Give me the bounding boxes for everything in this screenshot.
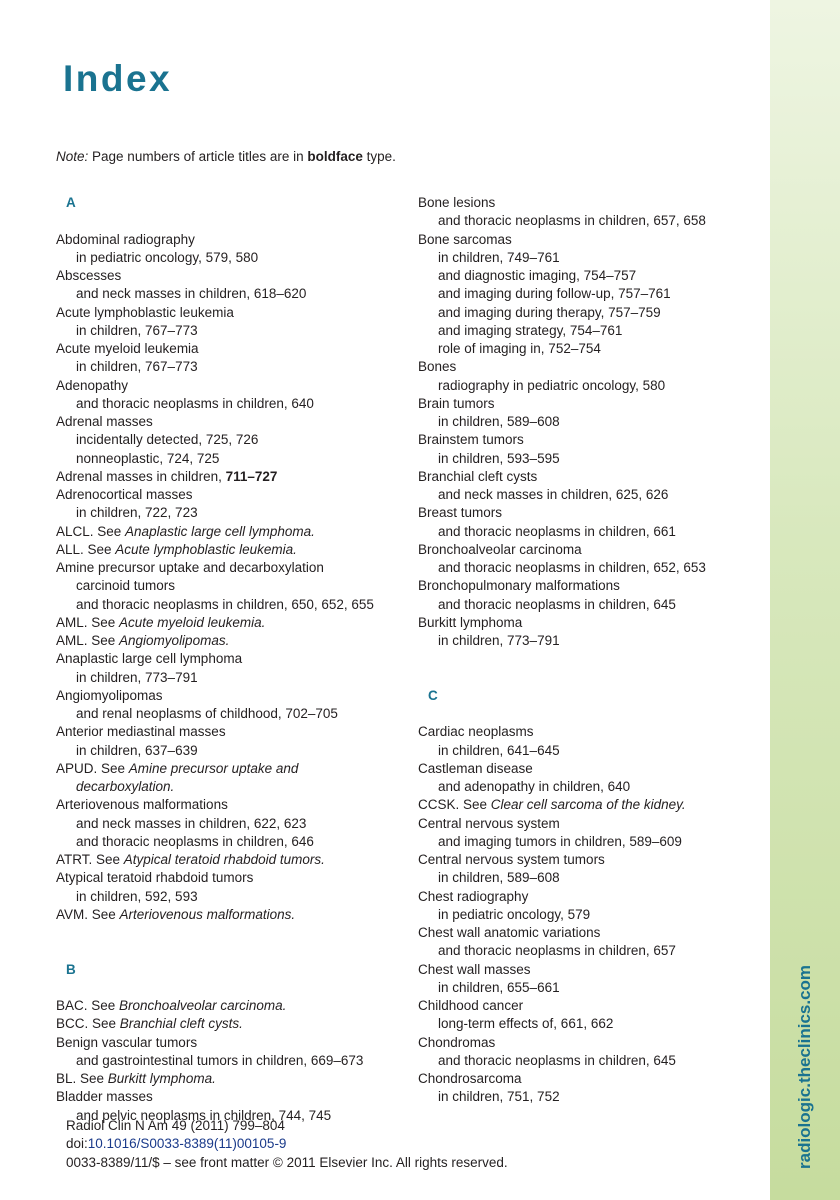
index-entry: Anaplastic large cell lymphoma	[56, 651, 243, 667]
index-entry: ATRT. See Atypical teratoid rhabdoid tumors.	[56, 852, 325, 867]
index-entry: Bladder masses	[56, 1089, 153, 1105]
index-subentry: in children, 773–791	[76, 669, 198, 685]
section-letter-c: C	[428, 687, 438, 703]
index-subentry: and thoracic neoplasms in children, 657, 658	[438, 213, 706, 229]
index-entry: Adrenal masses	[56, 414, 153, 429]
see-reference: Acute lymphoblastic leukemia.	[115, 541, 297, 557]
index-subentry: and neck masses in children, 622, 623	[76, 815, 307, 831]
see-reference: Branchial cleft cysts.	[119, 1016, 243, 1032]
see-reference: Clear cell sarcoma of the kidney.	[490, 797, 686, 813]
index-entry: Abscesses	[56, 268, 122, 283]
see-reference: Amine precursor uptake and	[128, 760, 299, 776]
see-reference: Anaplastic large cell lymphoma.	[125, 523, 315, 539]
index-subentry: in children, 767–773	[76, 322, 198, 338]
index-entry-continuation	[56, 778, 401, 796]
note-text-end: type.	[362, 149, 396, 164]
index-entry: Benign vascular tumors	[56, 1034, 198, 1050]
index-subentry: and thoracic neoplasms in children, 652, 653	[438, 560, 706, 575]
index-entry: ALL. See Acute lymphoblastic leukemia.	[56, 541, 297, 557]
index-subentry: and thoracic neoplasms in children, 645	[438, 1052, 676, 1068]
index-entry: APUD. See Amine precursor uptake and	[56, 760, 299, 776]
index-entry: Adenopathy	[56, 377, 129, 393]
index-entry: Chondromas	[418, 1034, 496, 1050]
index-entry: Bone lesions	[418, 195, 496, 210]
index-entry: BL. See Burkitt lymphoma.	[56, 1071, 216, 1086]
journal-url[interactable]: radiologic.theclinics.com	[795, 964, 814, 1170]
copyright: 0033-8389/11/$ – see front matter © 2011 Elsevier Inc. All rights reserved.	[66, 1154, 508, 1170]
index-entry: Branchial cleft cysts	[418, 468, 538, 484]
index-subentry: in children, 767–773	[76, 359, 198, 375]
doi-link[interactable]: 10.1016/S0033-8389(11)00105-9	[87, 1136, 287, 1152]
note-text: Page numbers of article titles are in	[88, 149, 308, 164]
index-subentry: and thoracic neoplasms in children, 645	[438, 596, 676, 612]
index-entry: Breast tumors	[418, 505, 503, 521]
index-subentry: in children, 592, 593	[76, 888, 198, 904]
index-entry: Castleman disease	[418, 760, 533, 776]
index-subentry: and thoracic neoplasms in children, 650, 652, 655	[76, 596, 374, 612]
index-subentry: and pelvic neoplasms in children, 744, 745	[76, 1107, 332, 1123]
index-entry: Chondrosarcoma	[418, 1071, 522, 1086]
index-subentry: and thoracic neoplasms in children, 640	[76, 395, 314, 411]
index-subentry: in children, 773–791	[438, 633, 560, 648]
index-subentry: and imaging strategy, 754–761	[438, 322, 623, 338]
see-reference: Acute myeloid leukemia.	[119, 614, 266, 630]
citation: Radiol Clin N Am 49 (2011) 799–804	[66, 1118, 285, 1133]
footer	[66, 1117, 508, 1172]
index-subentry: in pediatric oncology, 579	[438, 906, 591, 922]
index-subentry: incidentally detected, 725, 726	[76, 432, 259, 448]
index-entry: Angiomyolipomas	[56, 687, 163, 703]
index-subentry: in children, 593–595	[438, 450, 560, 466]
index-entry: Central nervous system tumors	[418, 852, 605, 867]
index-subentry: in children, 637–639	[76, 742, 198, 758]
index-subentry: in children, 655–661	[438, 979, 560, 995]
index-subentry: in children, 589–608	[438, 414, 560, 429]
index-entry: Acute lymphoblastic leukemia	[56, 304, 234, 320]
doi-line	[66, 1135, 508, 1153]
see-reference: Burkitt lymphoma.	[107, 1071, 216, 1086]
index-entry: Adrenal masses in children, 711–727	[56, 468, 278, 484]
index-entry: Adrenocortical masses	[56, 487, 193, 502]
doi-prefix: doi:	[66, 1136, 88, 1152]
index-subentry: and neck masses in children, 618–620	[76, 286, 307, 302]
index-subentry: in children, 751, 752	[438, 1089, 560, 1105]
index-column-right	[418, 194, 763, 1107]
index-entry: ALCL. See Anaplastic large cell lymphoma.	[56, 523, 315, 539]
index-entry: Cardiac neoplasms	[418, 724, 534, 740]
see-reference: Atypical teratoid rhabdoid tumors.	[123, 852, 325, 867]
note-bold: boldface	[307, 149, 363, 164]
section-letter-a: A	[66, 195, 76, 210]
index-subentry: and thoracic neoplasms in children, 657	[438, 943, 676, 959]
index-entry: BAC. See Bronchoalveolar carcinoma.	[56, 998, 287, 1013]
index-column-left	[56, 194, 401, 1125]
index-entry: Burkitt lymphoma	[418, 614, 523, 630]
index-subentry: in children, 749–761	[438, 249, 560, 265]
note	[56, 148, 396, 166]
index-entry: Atypical teratoid rhabdoid tumors	[56, 870, 254, 886]
index-subentry: in children, 589–608	[438, 870, 560, 886]
index-entry: Brainstem tumors	[418, 432, 524, 448]
index-entry: Chest wall anatomic variations	[418, 925, 601, 940]
section-letter-b: B	[66, 961, 76, 977]
index-entry: Bones	[418, 359, 457, 375]
index-entry: Childhood cancer	[418, 998, 524, 1013]
index-subentry: in children, 722, 723	[76, 505, 198, 521]
index-entry: Central nervous system	[418, 815, 560, 831]
see-reference: Arteriovenous malformations.	[119, 906, 296, 922]
index-entry: AML. See Angiomyolipomas.	[56, 633, 230, 648]
see-reference: Bronchoalveolar carcinoma.	[119, 998, 287, 1013]
index-subentry: and imaging tumors in children, 589–609	[438, 833, 682, 849]
article-title-pages: 711–727	[225, 468, 278, 484]
index-entry: AVM. See Arteriovenous malformations.	[56, 906, 296, 922]
index-subentry: and gastrointestinal tumors in children, 669–673	[76, 1052, 364, 1068]
index-subentry: radiography in pediatric oncology, 580	[438, 377, 666, 393]
index-entry: CCSK. See Clear cell sarcoma of the kidney.	[418, 797, 686, 813]
index-subentry: and thoracic neoplasms in children, 646	[76, 833, 314, 849]
note-label: Note:	[56, 149, 89, 164]
index-entry: BCC. See Branchial cleft cysts.	[56, 1016, 243, 1032]
index-entry: Amine precursor uptake and decarboxylation	[56, 560, 324, 575]
index-subentry: and imaging during follow-up, 757–761	[438, 286, 671, 302]
index-subentry: in children, 641–645	[438, 742, 560, 758]
page-title: Index	[63, 58, 173, 99]
index-entry: Arteriovenous malformations	[56, 797, 228, 813]
index-subentry: and adenopathy in children, 640	[438, 779, 631, 794]
index-entry: Chest wall masses	[418, 961, 531, 977]
index-entry: Bronchoalveolar carcinoma	[418, 541, 582, 557]
index-subentry: in pediatric oncology, 579, 580	[76, 249, 259, 265]
see-reference: decarboxylation.	[76, 779, 175, 794]
index-entry: Brain tumors	[418, 395, 495, 411]
index-subentry: nonneoplastic, 724, 725	[76, 450, 220, 466]
index-subentry: and thoracic neoplasms in children, 661	[438, 523, 676, 539]
index-subentry: long-term effects of, 661, 662	[438, 1016, 614, 1032]
index-subentry: and diagnostic imaging, 754–757	[438, 268, 637, 283]
index-entry: AML. See Acute myeloid leukemia.	[56, 614, 266, 630]
index-subentry: carcinoid tumors	[76, 578, 176, 594]
index-subentry: and renal neoplasms of childhood, 702–705	[76, 706, 338, 721]
index-subentry: and imaging during therapy, 757–759	[438, 304, 661, 320]
index-entry: Chest radiography	[418, 888, 529, 904]
index-entry: Bronchopulmonary malformations	[418, 578, 620, 594]
index-entry: Anterior mediastinal masses	[56, 724, 226, 740]
index-subentry: and neck masses in children, 625, 626	[438, 487, 669, 502]
index-entry: Bone sarcomas	[418, 231, 512, 247]
index-entry: Acute myeloid leukemia	[56, 341, 199, 356]
see-reference: Angiomyolipomas.	[119, 633, 230, 648]
index-entry: Abdominal radiography	[56, 231, 195, 247]
index-subentry: role of imaging in, 752–754	[438, 341, 601, 356]
